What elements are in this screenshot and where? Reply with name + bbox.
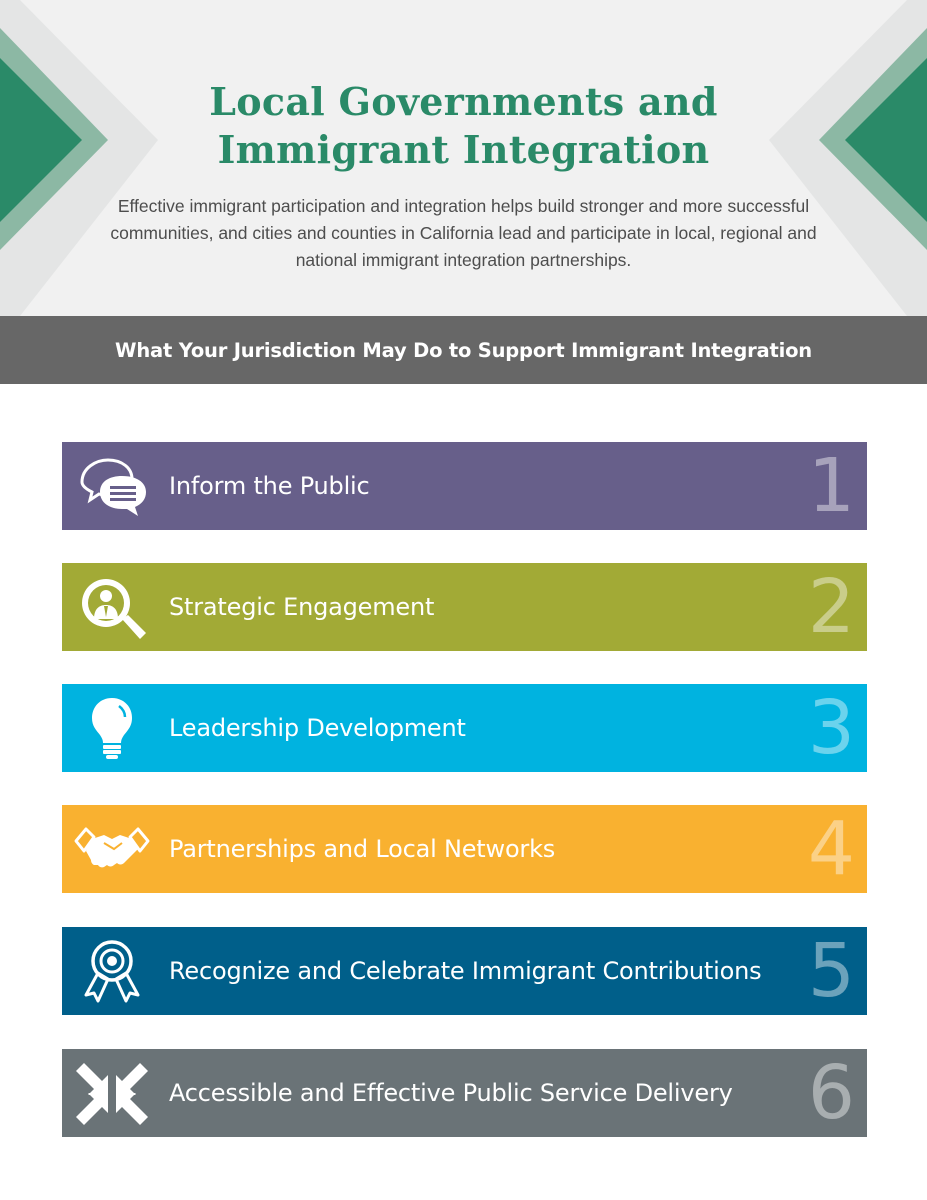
speech-bubbles-icon bbox=[74, 454, 150, 518]
title-line-1: Local Governments and bbox=[209, 79, 718, 124]
item-number: 1 bbox=[807, 443, 855, 529]
arrows-inward-icon bbox=[74, 1061, 150, 1125]
item-label: Recognize and Celebrate Immigrant Contributions bbox=[169, 957, 762, 985]
item-number: 2 bbox=[807, 564, 855, 650]
item-number: 5 bbox=[807, 928, 855, 1014]
handshake-icon bbox=[74, 817, 150, 881]
item-number: 3 bbox=[807, 685, 855, 771]
item-label: Leadership Development bbox=[169, 714, 466, 742]
lightbulb-icon bbox=[74, 696, 150, 760]
list-item-partnerships bbox=[62, 805, 867, 893]
page-title bbox=[150, 78, 777, 174]
list-item-public-service-delivery bbox=[62, 1049, 867, 1137]
item-number: 6 bbox=[807, 1050, 855, 1136]
item-label: Strategic Engagement bbox=[169, 593, 435, 621]
list-item-leadership-development bbox=[62, 684, 867, 772]
header bbox=[0, 0, 927, 316]
banner-text: What Your Jurisdiction May Do to Support Immigrant Integration bbox=[115, 338, 812, 362]
item-label: Partnerships and Local Networks bbox=[169, 835, 556, 863]
item-label: Accessible and Effective Public Service Delivery bbox=[169, 1079, 733, 1107]
list-item-inform-the-public bbox=[62, 442, 867, 530]
magnifier-person-icon bbox=[74, 575, 150, 639]
list-item-strategic-engagement bbox=[62, 563, 867, 651]
title-line-2: Immigrant Integration bbox=[217, 127, 710, 172]
award-ribbon-icon bbox=[74, 939, 150, 1003]
item-label: Inform the Public bbox=[169, 472, 370, 500]
intro-paragraph: Effective immigrant participation and integration helps build stronger and more successful communities, and cities and counties in California lead and participate in local, regional and national immigrant integration partnerships. bbox=[110, 196, 817, 270]
section-banner bbox=[0, 316, 927, 384]
list-item-recognize-celebrate bbox=[62, 927, 867, 1015]
item-number: 4 bbox=[807, 806, 855, 892]
